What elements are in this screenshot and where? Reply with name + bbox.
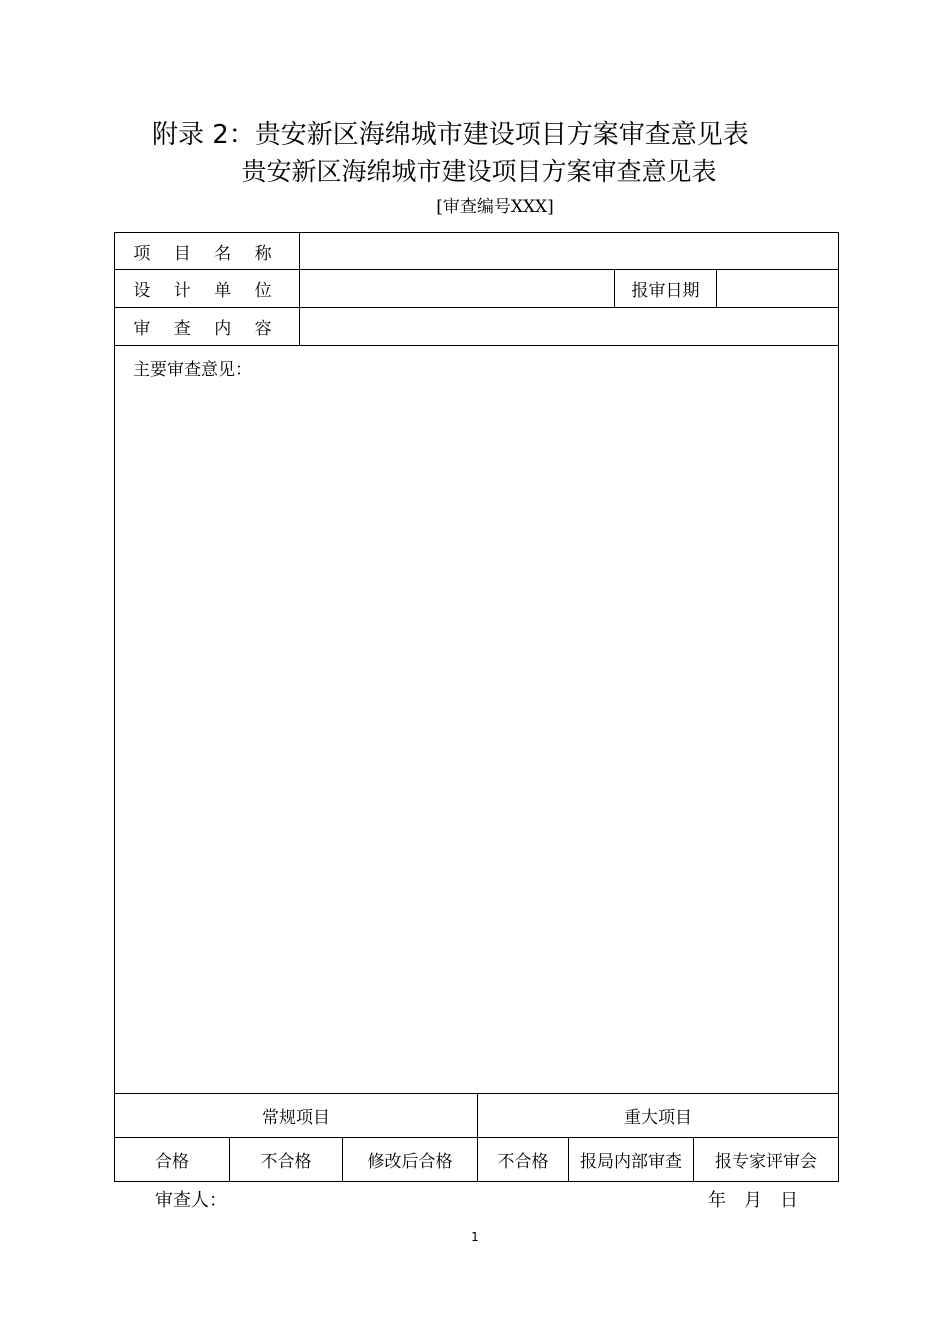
appendix-heading: 附录 2：贵安新区海绵城市建设项目方案审查意见表 bbox=[152, 120, 749, 150]
main-opinions-field[interactable] bbox=[115, 373, 838, 1093]
submit-date-label: 报审日期 bbox=[631, 281, 700, 301]
outcome-fail[interactable]: 不合格 bbox=[260, 1152, 312, 1172]
submit-date-field[interactable] bbox=[717, 270, 838, 307]
outcome-pass-after-revision[interactable]: 修改后合格 bbox=[367, 1152, 453, 1172]
major-project-header: 重大项目 bbox=[624, 1108, 692, 1128]
form-title: 贵安新区海绵城市建设项目方案审查意见表 bbox=[241, 157, 717, 186]
review-content-field[interactable] bbox=[300, 308, 838, 345]
design-unit-field[interactable] bbox=[300, 270, 614, 307]
main-opinions-label: 主要审查意见： bbox=[133, 360, 252, 380]
review-code: [审查编号XXX] bbox=[436, 197, 554, 217]
outcome-major-fail[interactable]: 不合格 bbox=[497, 1152, 549, 1172]
project-name-label: 项 目 名 称 bbox=[133, 243, 281, 264]
review-form-table bbox=[114, 232, 839, 1182]
outcome-pass[interactable]: 合格 bbox=[155, 1152, 189, 1172]
regular-project-header: 常规项目 bbox=[262, 1108, 330, 1128]
design-unit-label: 设 计 单 位 bbox=[133, 281, 281, 301]
reviewer-label: 审查人： bbox=[155, 1190, 227, 1211]
outcome-expert-review[interactable]: 报专家评审会 bbox=[715, 1152, 817, 1172]
review-content-label: 审 查 内 容 bbox=[133, 319, 281, 339]
project-name-field[interactable] bbox=[300, 233, 838, 269]
page-number: 1 bbox=[471, 1230, 479, 1244]
date-label: 年 月 日 bbox=[708, 1190, 798, 1211]
outcome-internal-review[interactable]: 报局内部审查 bbox=[580, 1152, 682, 1172]
row-divider bbox=[115, 345, 838, 346]
